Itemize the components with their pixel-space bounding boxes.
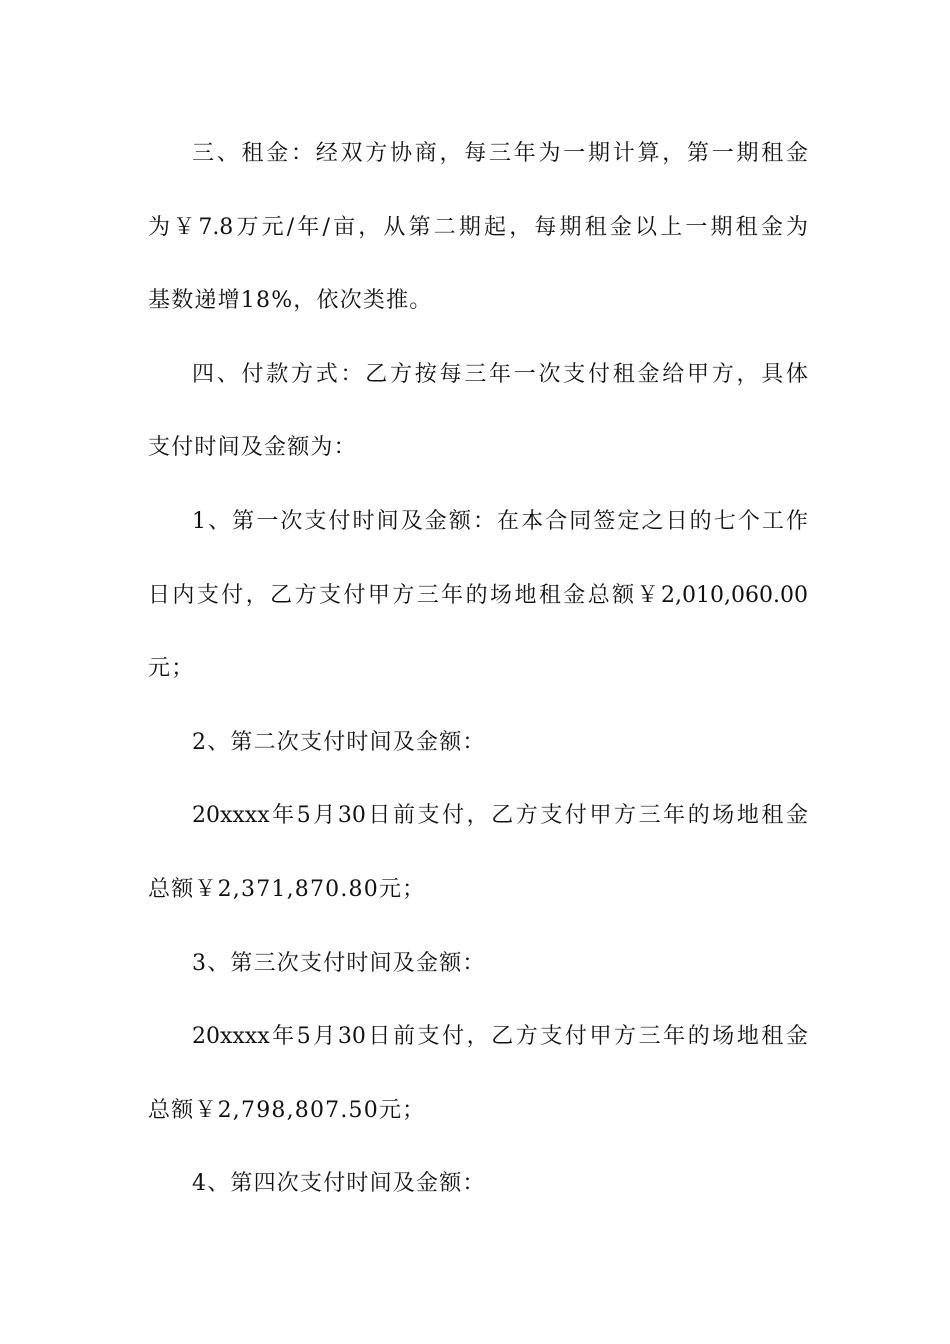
clause-rent-line-2: 为￥7.8万元/年/亩，从第二期起，每期租金以上一期租金为 bbox=[148, 214, 808, 240]
payment-2-heading: 2、第二次支付时间及金额： bbox=[192, 729, 486, 755]
payment-3-heading: 3、第三次支付时间及金额： bbox=[192, 950, 486, 976]
payment-3-line-1: 20xxxx年5月30日前支付，乙方支付甲方三年的场地租金 bbox=[192, 1024, 808, 1050]
clause-payment-line-2: 支付时间及金额为： bbox=[148, 435, 357, 461]
clause-payment-line-1: 四、付款方式：乙方按每三年一次支付租金给甲方，具体 bbox=[192, 361, 808, 387]
payment-2-line-1: 20xxxx年5月30日前支付，乙方支付甲方三年的场地租金 bbox=[192, 803, 808, 829]
payment-3-line-2: 总额￥2,798,807.50元； bbox=[148, 1097, 426, 1123]
document-body bbox=[148, 128, 808, 1232]
payment-1-line-3: 元； bbox=[148, 656, 195, 682]
payment-1-line-1: 1、第一次支付时间及金额：在本合同签定之日的七个工作 bbox=[192, 508, 808, 534]
payment-4-heading: 4、第四次支付时间及金额： bbox=[192, 1171, 486, 1197]
clause-rent-line-1: 三、租金：经双方协商，每三年为一期计算，第一期租金 bbox=[192, 141, 808, 166]
clause-rent-line-3: 基数递增18%，依次类推。 bbox=[148, 288, 433, 314]
payment-1-line-2: 日内支付，乙方支付甲方三年的场地租金总额￥2,010,060.00 bbox=[148, 582, 808, 608]
payment-2-line-2: 总额￥2,371,870.80元； bbox=[148, 876, 426, 902]
